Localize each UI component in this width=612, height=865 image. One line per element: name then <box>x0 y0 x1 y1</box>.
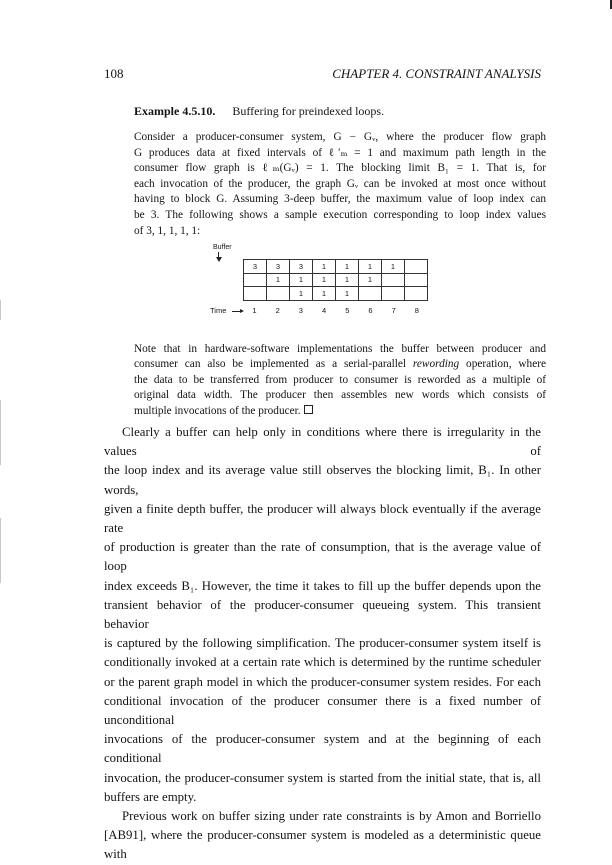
buffer-grid-row <box>244 273 428 287</box>
buffer-grid-cell <box>359 287 382 301</box>
buffer-grid-cell: 1 <box>382 260 405 274</box>
example-text-line: consumer flow graph is ℓₘ(Gᵥ) = 1. The blocking limit B₁ = 1. That is, for <box>134 162 546 175</box>
buffer-grid-cell <box>244 273 267 287</box>
body-text-line: of production is greater than the rate of consumption, that is the average value of loop <box>104 540 541 574</box>
end-of-example-square-icon <box>304 405 313 414</box>
time-tick-label: 4 <box>322 306 327 315</box>
buffer-grid-cell: 1 <box>336 273 359 287</box>
time-tick-label: 5 <box>345 306 350 315</box>
example-text-line: of 3, 1, 1, 1, 1: <box>134 224 201 237</box>
example-heading: Example 4.5.10. Buffering for preindexed loops. <box>134 104 385 118</box>
chapter-title: CHAPTER 4. CONSTRAINT ANALYSIS <box>332 66 541 81</box>
body-text-line: invocations of the producer-consumer system and at the beginning of each conditional <box>104 732 541 766</box>
buffer-grid-cell <box>405 287 428 301</box>
buffer-grid-cell <box>267 287 290 301</box>
example-text-line: having to block G. Assuming 3-deep buffer, the maximum value of loop index can <box>134 193 546 206</box>
time-tick-label: 6 <box>368 306 373 315</box>
buffer-grid-cell: 1 <box>313 260 336 274</box>
paragraph-previous-work <box>104 807 541 865</box>
buffer-grid-cell <box>382 287 405 301</box>
buffer-grid-cell: 3 <box>267 260 290 274</box>
body-text-line: Clearly a buffer can help only in conditions where there is irregularity in the values of <box>104 425 541 459</box>
page-number: 108 <box>104 66 124 81</box>
buffer-grid-cell: 1 <box>290 273 313 287</box>
body-text-line: Previous work on buffer sizing under rate constraints is by Amon and Borriello <box>122 809 541 824</box>
example-label: Example 4.5.10 <box>134 104 213 118</box>
time-label: Time <box>210 306 227 315</box>
body-text <box>104 423 541 865</box>
body-text-line: conditionally invoked at a certain rate which is determined by the runtime scheduler <box>104 655 541 670</box>
body-text-line: invocation, the producer-consumer system is started from the initial state, that is, all <box>104 770 541 785</box>
buffer-grid-cell: 1 <box>359 273 382 287</box>
buffer-timeline-figure <box>208 244 448 344</box>
scan-edge-shadow <box>0 518 1 583</box>
example-text-line: be 3. The following shows a sample execution corresponding to loop index values <box>134 208 546 221</box>
running-head <box>104 66 541 82</box>
body-text-line: is captured by the following simplification. The producer-consumer system itself is <box>104 636 541 651</box>
paragraph-buffer-irregularity <box>104 423 541 807</box>
buffer-grid-cell: 1 <box>267 273 290 287</box>
body-text-line: transient behavior of the producer-consumer queueing system. This transient behavior <box>104 597 541 632</box>
body-text-line: [AB91], where the producer-consumer system is modeled as a deterministic queue with <box>104 828 541 862</box>
buffer-grid <box>243 259 428 301</box>
scan-edge-shadow <box>0 300 1 320</box>
example-text-line: G produces data at fixed intervals of ℓ′ₘ = 1 and maximum path length in the <box>134 146 546 159</box>
buffer-grid-cell: 1 <box>336 287 359 301</box>
body-text-line: buffers are empty. <box>104 789 197 804</box>
scan-edge-shadow <box>0 400 1 465</box>
body-text-line: given a finite depth buffer, the producer will always block eventually if the average rate <box>104 501 541 536</box>
body-text-line: conditional invocation of the producer consumer there is a fixed number of unconditional <box>104 693 541 728</box>
body-text-line: or the parent graph model in which the producer-consumer system resides. For each <box>104 674 541 689</box>
example-text-line: Consider a producer-consumer system, G − Gᵥ, where the producer flow graph <box>134 131 546 143</box>
buffer-grid-cell: 3 <box>290 260 313 274</box>
time-tick-label: 7 <box>391 306 396 315</box>
emphasis-rewording: rewording <box>412 358 460 371</box>
note-text-line: consumer can also be implemented as a serial-parallel rewording operation, where <box>134 358 546 371</box>
buffer-grid-cell: 3 <box>244 260 267 274</box>
buffer-grid-cell: 1 <box>313 273 336 287</box>
buffer-grid-cell <box>382 273 405 287</box>
buffer-label: Buffer <box>213 244 232 251</box>
buffer-grid-cell <box>405 273 428 287</box>
example-paragraph <box>134 130 546 239</box>
time-tick-label: 3 <box>298 306 303 315</box>
example-note <box>134 342 546 419</box>
buffer-grid-row <box>244 260 428 274</box>
example-text-line: each invocation of the producer, the graph Gᵥ can be invoked at most once without <box>134 177 546 190</box>
down-arrowhead-icon <box>216 257 222 262</box>
body-text-line: the loop index and its average value still observes the blocking limit, B₁. In other words, <box>104 463 541 497</box>
time-tick-label: 2 <box>275 306 280 315</box>
time-axis <box>208 306 448 318</box>
buffer-grid-cell: 1 <box>313 287 336 301</box>
time-tick-label: 1 <box>252 306 257 315</box>
note-text-line: original data width. The producer then assembles new words which consists of <box>134 389 546 402</box>
note-text-line: Note that in hardware-software implementations the buffer between producer and <box>134 343 546 355</box>
note-text-line: the data to be transferred from producer to consumer is reworded as a multiple of <box>134 373 546 386</box>
time-tick-label: 8 <box>414 306 419 315</box>
buffer-grid-cell: 1 <box>359 260 382 274</box>
buffer-grid-cell <box>405 260 428 274</box>
note-text-line: multiple invocations of the producer. <box>134 404 546 419</box>
buffer-grid-cell <box>244 287 267 301</box>
example-title: Buffering for preindexed loops. <box>232 104 385 118</box>
buffer-grid-row <box>244 287 428 301</box>
body-text-line: index exceeds B₁. However, the time it takes to fill up the buffer depends upon the <box>104 578 541 593</box>
buffer-grid-cell: 1 <box>290 287 313 301</box>
buffer-grid-cell: 1 <box>336 260 359 274</box>
